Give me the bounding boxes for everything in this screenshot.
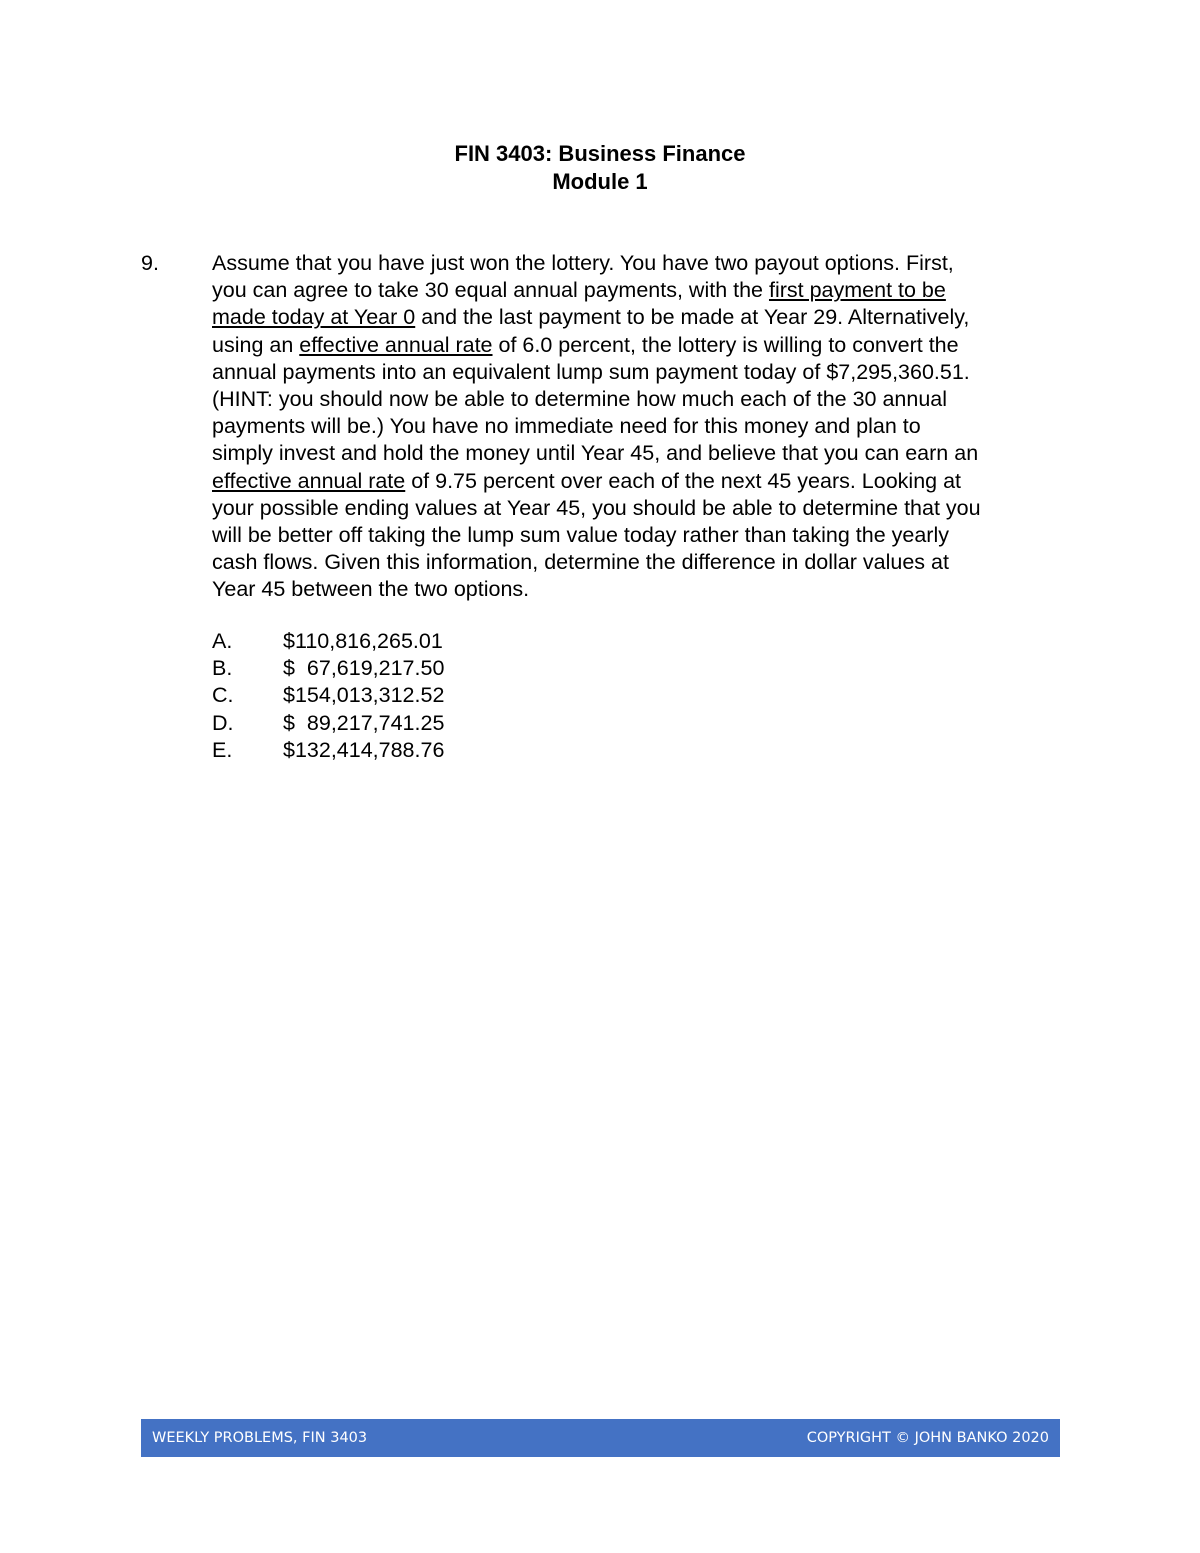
option-letter: D. <box>212 710 234 735</box>
option-value: $110,816,265.01 <box>283 629 443 653</box>
option-value: $132,414,788.76 <box>283 737 445 762</box>
page-header <box>0 140 1200 196</box>
page-title: FIN 3403: Business Finance <box>454 141 746 166</box>
question-number: 9. <box>141 251 159 275</box>
option-letter: C. <box>212 683 234 708</box>
answer-option-c <box>212 682 444 709</box>
question-line: (HINT: you should now be able to determine how much each of the 30 annual <box>212 387 948 412</box>
option-value: $ 67,619,217.50 <box>283 656 445 681</box>
question-line <box>212 332 1072 359</box>
text-segment: and the last payment to be made at Year 29. Alternatively, <box>415 305 970 330</box>
option-letter: A. <box>212 629 233 653</box>
page-subtitle: Module 1 <box>552 169 648 194</box>
answer-option-a <box>212 628 444 655</box>
question-line: Assume that you have just won the lottery. You have two payout options. First, <box>212 251 954 275</box>
footer-left-text: WEEKLY PROBLEMS, FIN 3403 <box>152 1430 368 1446</box>
question-line: Year 45 between the two options. <box>212 577 530 602</box>
text-segment: of 9.75 percent over each of the next 45 years. Looking at <box>405 468 962 493</box>
underlined-text: effective annual rate <box>212 468 406 493</box>
question-line: payments will be.) You have no immediate need for this money and plan to <box>212 414 921 439</box>
question-line: simply invest and hold the money until Year 45, and believe that you can earn an <box>212 441 979 466</box>
answer-option-b <box>212 655 444 682</box>
answer-options <box>212 628 444 764</box>
answer-option-d <box>212 710 444 737</box>
underlined-text: effective annual rate <box>299 332 493 357</box>
question-line: will be better off taking the lump sum value today rather than taking the yearly <box>212 523 949 548</box>
option-letter: B. <box>212 656 233 681</box>
question-line <box>212 304 1072 331</box>
question-line: your possible ending values at Year 45, you should be able to determine that you <box>212 495 981 520</box>
question-line <box>212 277 1072 304</box>
text-segment: using an <box>212 332 300 357</box>
answer-option-e <box>212 737 444 764</box>
option-value: $ 89,217,741.25 <box>283 710 445 735</box>
option-letter: E. <box>212 737 233 762</box>
footer-bar <box>141 1419 1060 1457</box>
question-text <box>212 250 1072 604</box>
text-segment: of 6.0 percent, the lottery is willing to convert the <box>492 332 959 357</box>
text-segment: you can agree to take 30 equal annual payments, with the <box>212 278 769 303</box>
underlined-text: first payment to be <box>768 278 946 303</box>
question-line: annual payments into an equivalent lump sum payment today of $7,295,360.51. <box>212 359 970 384</box>
underlined-text: made today at Year 0 <box>212 305 416 330</box>
option-value: $154,013,312.52 <box>283 683 445 708</box>
question-line <box>212 468 1072 495</box>
footer-right-text: COPYRIGHT © JOHN BANKO 2020 <box>806 1430 1049 1446</box>
question-line: cash flows. Given this information, determine the difference in dollar values at <box>212 550 949 575</box>
